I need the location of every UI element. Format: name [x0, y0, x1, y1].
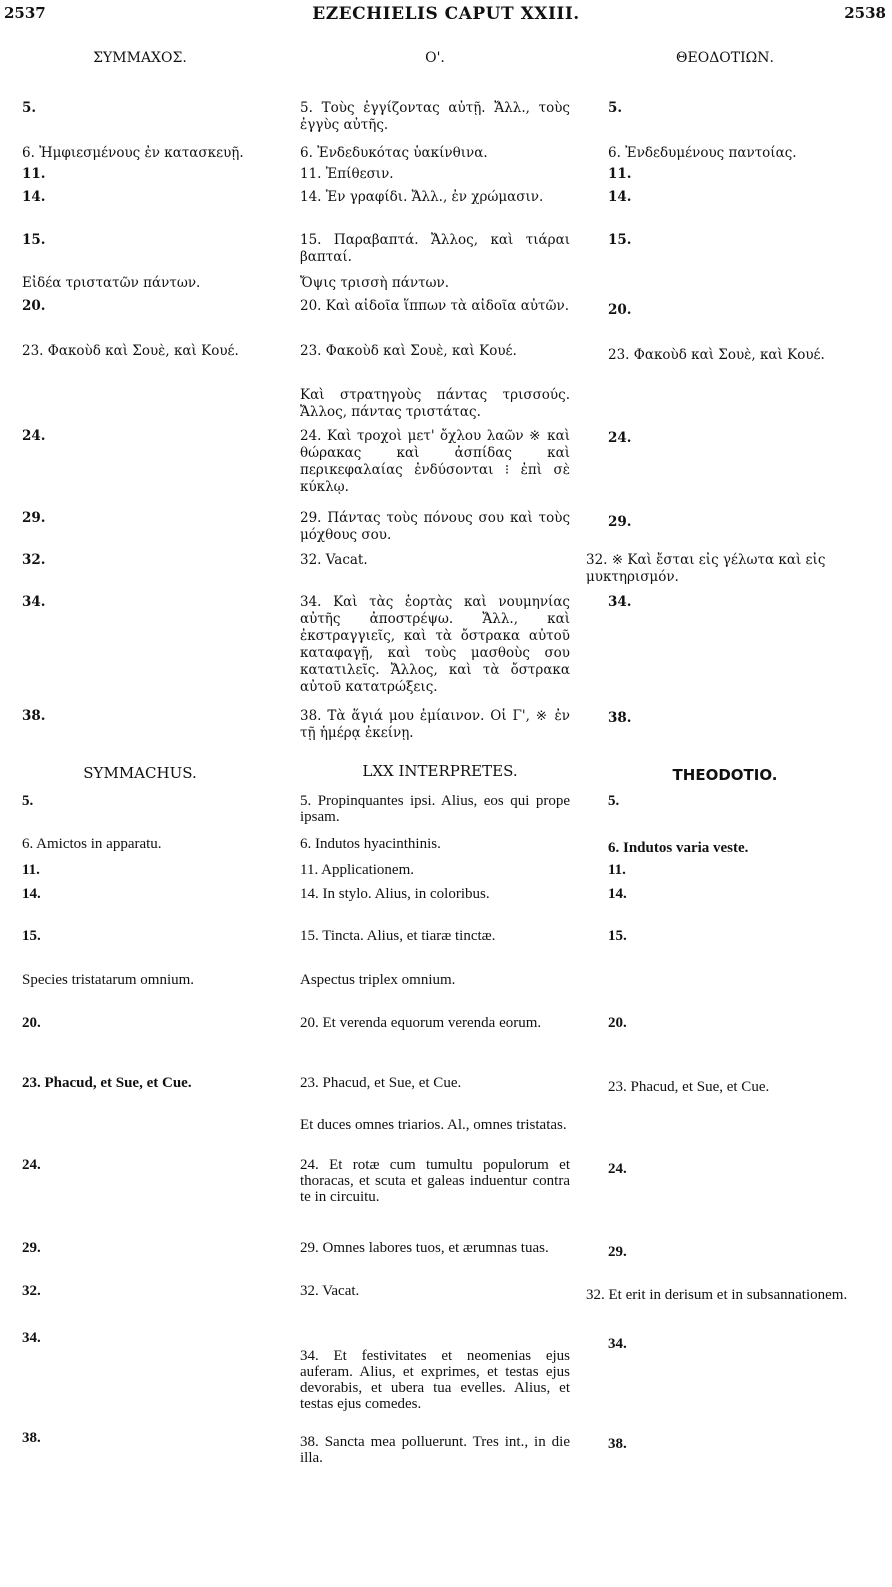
latin-theodotion-cell: 24.: [608, 1161, 627, 1177]
greek-theodotion-cell: 32. ※ Καὶ ἔσται εἰς γέλωτα καὶ εἰς μυκτηρισμόν.: [586, 552, 826, 585]
greek-lxx-cell: 6. Ἐνδεδυκότας ὑακίνθινα.: [300, 145, 488, 161]
greek-theodotion-cell: 29.: [608, 514, 632, 530]
greek-theodotion-cell: 20.: [608, 302, 632, 318]
greek-symmachus-cell: 14.: [22, 189, 46, 205]
latin-lxx-cell: 6. Indutos hyacinthinis.: [300, 836, 441, 852]
greek-symmachus-cell: 23. Φακοὺδ καὶ Σουὲ, καὶ Κουέ.: [22, 343, 239, 359]
greek-lxx-cell: Ὄψις τρισσὴ πάντων.: [300, 275, 450, 291]
page-number-right: 2538: [844, 4, 886, 22]
latin-theodotion-cell: 6. Indutos varia veste.: [608, 840, 749, 856]
greek-heading-theodotion: ΘΕΟΔΟΤΙΩΝ.: [676, 50, 774, 66]
latin-symmachus-cell: 14.: [22, 886, 41, 902]
latin-theodotion-cell: 14.: [608, 886, 627, 902]
greek-lxx-cell: 15. Παραβαπτά. Ἄλλος, καὶ τιάραι βαπταί.: [300, 232, 570, 265]
greek-lxx-cell: 34. Καὶ τὰς ἑορτὰς καὶ νουμηνίας αὐτῆς ἀποστρέψω. Ἄλλ., καὶ ἐκστραγγιεῖς, καὶ τὰ ὄστρακα αὐτοῦ καταφαγῇ, καὶ τοὺς μασθοὺς σου κατατιλεῖς. Ἄλλος, καὶ τὰ ὄστρακα αὐτοῦ κατατρώξεις.: [300, 594, 570, 695]
greek-symmachus-cell: 34.: [22, 594, 46, 610]
greek-theodotion-cell: 14.: [608, 189, 632, 205]
latin-lxx-cell: 34. Et festivitates et neomenias ejus auferam. Alius, et exprimes, et testas ejus devorabis, et ubera tua evelles. Alius, et testas ejus comedes.: [300, 1348, 570, 1412]
latin-heading-lxx: LXX INTERPRETES.: [362, 762, 518, 780]
greek-symmachus-cell: 5.: [22, 100, 37, 116]
page-number-left: 2537: [4, 4, 46, 22]
greek-symmachus-cell: 15.: [22, 232, 46, 248]
greek-symmachus-cell: 11.: [22, 166, 46, 182]
latin-lxx-cell: 29. Omnes labores tuos, et ærumnas tuas.: [300, 1240, 549, 1256]
greek-lxx-cell: 38. Τὰ ἅγιά μου ἐμίαινον. Οἱ Γ', ※ ἐν τῇ ἡμέρᾳ ἐκείνῃ.: [300, 708, 570, 741]
greek-symmachus-cell: 6. Ἠμφιεσμένους ἐν κατασκευῇ.: [22, 145, 244, 161]
latin-theodotion-cell: 23. Phacud, et Sue, et Cue.: [608, 1079, 770, 1095]
greek-lxx-cell: 20. Καὶ αἰδοῖα ἵππων τὰ αἰδοῖα αὐτῶν.: [300, 298, 569, 314]
greek-theodotion-cell: 38.: [608, 710, 632, 726]
greek-symmachus-cell: 32.: [22, 552, 46, 568]
greek-lxx-cell: 5. Τοὺς ἐγγίζοντας αὐτῇ. Ἄλλ., τοὺς ἐγγὺς αὐτῆς.: [300, 100, 570, 133]
latin-lxx-cell: 24. Et rotæ cum tumultu populorum et thoracas, et scuta et galeas induentur contra te in circuitu.: [300, 1157, 570, 1205]
latin-lxx-cell: 14. In stylo. Alius, in coloribus.: [300, 886, 490, 902]
greek-theodotion-cell: 24.: [608, 430, 632, 446]
latin-symmachus-cell: 29.: [22, 1240, 41, 1256]
latin-theodotion-cell: 11.: [608, 862, 626, 878]
latin-lxx-cell: Aspectus triplex omnium.: [300, 972, 456, 988]
latin-symmachus-cell: 20.: [22, 1015, 41, 1031]
latin-theodotion-cell: 34.: [608, 1336, 627, 1352]
latin-theodotion-cell: 15.: [608, 928, 627, 944]
greek-symmachus-cell: 29.: [22, 510, 46, 526]
greek-lxx-cell: 29. Πάντας τοὺς πόνους σου καὶ τοὺς μόχθους σου.: [300, 510, 570, 543]
latin-theodotion-cell: 29.: [608, 1244, 627, 1260]
latin-lxx-cell: 11. Applicationem.: [300, 862, 415, 878]
greek-symmachus-cell: Εἰδέα τριστατῶν πάντων.: [22, 275, 201, 291]
greek-lxx-cell: 24. Καὶ τροχοὶ μετ' ὄχλου λαῶν ※ καὶ θώρακας καὶ ἀσπίδας καὶ περικεφαλαίας ἐνδύσονται ⁝ ἐπὶ σὲ κύκλῳ.: [300, 428, 570, 495]
latin-lxx-cell: 38. Sancta mea polluerunt. Tres int., in die illa.: [300, 1434, 570, 1466]
latin-lxx-cell: Et duces omnes triarios. Al., omnes tristatas.: [300, 1117, 567, 1133]
latin-symmachus-cell: 24.: [22, 1157, 41, 1173]
latin-lxx-cell: 32. Vacat.: [300, 1283, 360, 1299]
greek-heading-lxx: Ο'.: [425, 50, 445, 66]
latin-symmachus-cell: 11.: [22, 862, 40, 878]
latin-theodotion-cell: 38.: [608, 1436, 627, 1452]
latin-lxx-cell: 15. Tincta. Alius, et tiaræ tinctæ.: [300, 928, 496, 944]
latin-theodotion-cell: 32. Et erit in derisum et in subsannationem.: [586, 1287, 848, 1303]
greek-heading-symmachus: ΣΥΜΜΑΧΟΣ.: [93, 50, 187, 66]
greek-lxx-cell: Καὶ στρατηγοὺς πάντας τρισσούς. Ἄλλος, πάντας τριστάτας.: [300, 387, 570, 420]
greek-lxx-cell: 11. Ἐπίθεσιν.: [300, 166, 394, 182]
greek-theodotion-cell: 5.: [608, 100, 623, 116]
greek-symmachus-cell: 38.: [22, 708, 46, 724]
latin-lxx-cell: 23. Phacud, et Sue, et Cue.: [300, 1075, 462, 1091]
greek-lxx-cell: 23. Φακοὺδ καὶ Σουὲ, καὶ Κουέ.: [300, 343, 517, 359]
latin-lxx-cell: 20. Et verenda equorum verenda eorum.: [300, 1015, 542, 1031]
greek-symmachus-cell: 20.: [22, 298, 46, 314]
greek-symmachus-cell: 24.: [22, 428, 46, 444]
greek-theodotion-cell: 6. Ἐνδεδυμένους παντοίας.: [608, 145, 797, 161]
latin-symmachus-cell: 15.: [22, 928, 41, 944]
latin-symmachus-cell: 5.: [22, 793, 34, 809]
greek-theodotion-cell: 15.: [608, 232, 632, 248]
latin-heading-symmachus: SYMMACHUS.: [83, 764, 197, 782]
latin-lxx-cell: 5. Propinquantes ipsi. Alius, eos qui prope ipsam.: [300, 793, 570, 825]
latin-symmachus-cell: 38.: [22, 1430, 41, 1446]
latin-symmachus-cell: Species tristatarum omnium.: [22, 972, 195, 988]
latin-theodotion-cell: 20.: [608, 1015, 627, 1031]
latin-symmachus-cell: 23. Phacud, et Sue, et Cue.: [22, 1075, 192, 1091]
greek-lxx-cell: 14. Ἐν γραφίδι. Ἄλλ., ἐν χρώμασιν.: [300, 189, 544, 205]
greek-theodotion-cell: 11.: [608, 166, 632, 182]
latin-symmachus-cell: 6. Amictos in apparatu.: [22, 836, 162, 852]
latin-symmachus-cell: 34.: [22, 1330, 41, 1346]
latin-heading-theodotion: THEODOTIO.: [672, 766, 778, 784]
latin-theodotion-cell: 5.: [608, 793, 620, 809]
greek-lxx-cell: 32. Vacat.: [300, 552, 368, 568]
latin-symmachus-cell: 32.: [22, 1283, 41, 1299]
greek-theodotion-cell: 34.: [608, 594, 632, 610]
greek-theodotion-cell: 23. Φακοὺδ καὶ Σουὲ, καὶ Κουέ.: [608, 347, 825, 363]
page-title: EZECHIELIS CAPUT XXIII.: [312, 4, 580, 24]
